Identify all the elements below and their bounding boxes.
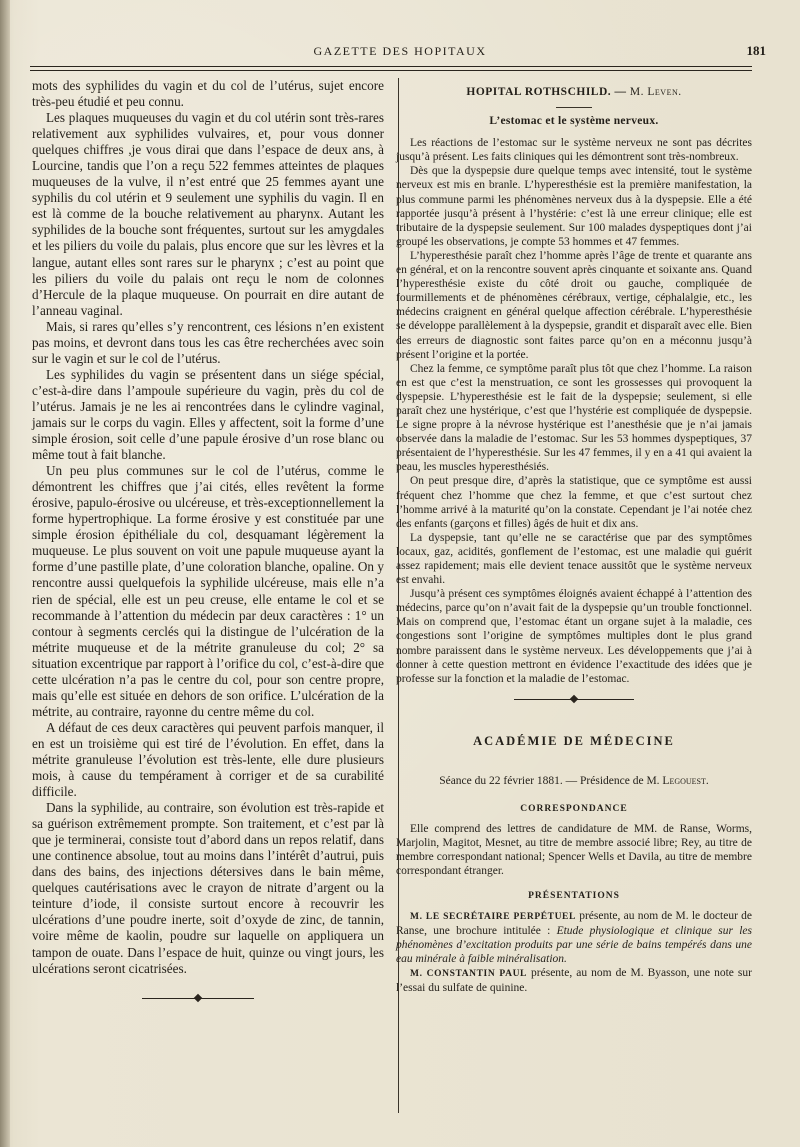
right-paragraph-2: Dès que la dyspepsie dure quelque temps avec intensité, tout le système nerveux est mis en branle. L’hyperesthésie est la première manifestation, la plus commune parmi les phénomènes nerveux dus à la dyspepsie. Elle a été rapportée jusqu’à présent à l’hystérie: c’est là une erreur clinique; elle est tributaire de la dyspepsie seulement. Sur 100 malades dyspeptiques dont j’ai groupé les observations, je compte 53 hommes et 47 femmes. — [396, 165, 752, 248]
right-paragraph-1: Les réactions de l’estomac sur le système nerveux ne sont pas décrites jusqu’à présent. Les faits cliniques qui les démontrent sont très-nombreux. — [396, 137, 752, 164]
ornament-diamond — [570, 695, 578, 703]
presentation-2-speaker: M. CONSTANTIN PAUL — [410, 968, 527, 979]
right-paragraph-3: L’hyperesthésie paraît chez l’homme après l’âge de trente et quarante ans en général, et on la rencontre souvent après cinquante et soixante ans. Quand l’hyperesthésie existe du côté droit ou gauche, compliquée de fourmillements et de phénomènes cérébraux, vertige, céphalalgie, etc., les médecins craignent en général quelque affection cérébrale. L’hyperesthésie se développe parallèlement à la dyspepsie, grandit et disparaît avec elle. Bien des erreurs de diagnostic sont faites parce qu’on en a méconnu jusqu’à présent l’origine et la portée. — [396, 249, 752, 361]
page-edge-shadow — [0, 0, 10, 1147]
left-paragraph-4: Les syphilides du vagin se présentent dans un siége spécial, c’est-à-dire dans l’ampoule supérieure du vagin, près du col de l’utérus. Jamais je ne les ai rencontrées dans le cylindre vaginal, jamais sur le corps du vagin. Elles y affectent, soit la forme d’une simple érosion, soit celle d’une papule érosive d’un rose blanc ou même tout à fait blanche. — [32, 366, 384, 463]
ornament-diamond — [194, 993, 202, 1001]
presentation-2-text: présente, au nom de M. Byasson, une note sur l’essai du sulfate de quinine. — [396, 966, 752, 995]
left-paragraph-5: Un peu plus communes sur le col de l’utérus, comme le démontrent les chiffres que j’ai cités, elles revêtent la forme érosive, papulo-érosive ou ulcéreuse, et très-exceptionnellement la forme hypertrophique. La forme érosive y est constituée par une simple érosion épithéliale du col, desquamant légèrement la muqueuse. Le plus souvent on voit une papule muqueuse ayant la forme d’une pastille plate, d’une coloration blanche, opaline. On y rencontre aussi quelquefois la syphilide ulcéreuse, mais elle n’a rien de spécial, elle est un peu creuse, elle entame le col et se recommande à l’attention du médecin par deux caractères : 1° un contour à segments cerclés qui la distingue de l’ulcération de la métrite muqueuse et de la métrite granuleuse du col; 2° sa situation excentrique par rapport à l’orifice du col, c’est-à-dire que cette ulcération n’a pas le centre du col, pour son centre propre, mais qu’elle est située en dehors de son orifice. L’ulcération de la métrite, au contraire, rayonne du centre même du col. — [32, 463, 384, 719]
left-paragraph-7: Dans la syphilide, au contraire, son évolution est très-rapide et sa guérison extrêmement prompte. Son traitement, et c’est par là que je terminerai, consiste tout d’abord dans un repos relatif, dans une continence absolue, tout au moins dans l’intérêt d’autrui, puis dans des bains, des injections détersives dans le bain même, quelques cautérisations avec le crayon de nitrate d’argent ou la teinture d’iode, il consiste surtout encore à recouvrir les ulcérations d’une poudre inerte, soit d’oxyde de zinc, de tannin, voire même de kaolin, poudre sur laquelle on appliquera un tampon de ouate. Dans l’espace de huit, quinze ou vingt jours, les ulcérations seront cicatrisées. — [32, 800, 384, 976]
left-paragraph-2: Les plaques muqueuses du vagin et du col utérin sont très-rares relativement aux syphilides vulvaires, et, pour vous donner quelques chiffres ,je vous dirai que dans l’espace de deux ans, à Lourcine, tandis que l’on a reçu 522 femmes atteintes de plaques muqueuses de la vulve, il n’est entré que 25 femmes ayant une syphilis du col utérin et 9 seulement une syphilis du vagin. Il en est là comme de la bouche relativement au pharynx. Autant les syphilides de la bouche sont fréquentes, surtout sur les amygdales et les piliers du voile du palais, plus encore que sur les lèvres et la langue, autant elles sont rares sur le pharynx ; c’est au point que les piliers du voile du palais ont reçu le nom de colonnes d’Hercule de la plaque muqueuse. On pourrait en dire autant de l’anneau vaginal. — [32, 110, 384, 318]
hospital-name: HOPITAL ROTHSCHILD. — — [466, 86, 627, 98]
hospital-heading — [396, 85, 752, 99]
right-paragraph-5: On peut presque dire, d’après la statistique, que ce symptôme est aussi fréquent chez l’homme que chez la femme, et que c’est surtout chez l’homme arrivé à la maturité qu’on la constate. Cependant je l’ai notée chez des enfants (garçons et filles) âgés de huit et dix ans. — [396, 475, 752, 530]
running-title: GAZETTE DES HOPITAUX — [313, 44, 487, 58]
article-title: L’estomac et le système nerveux. — [489, 115, 659, 128]
presentation-1-speaker: M. LE SECRÉTAIRE PERPÉTUEL — [410, 911, 576, 922]
academy-title: ACADÉMIE DE MÉDECINE — [473, 733, 675, 748]
doctor-name: M. Leven. — [629, 86, 682, 98]
right-paragraph-7: Jusqu’à présent ces symptômes éloignés avaient échappé à l’attention des médecins, parce qu’on n’avait fait de la dyspepsie qu’un trouble fonctionnel. Mais on comprend que, l’estomac étant un organe sujet à la maladie, ces congestions sont l’origine de symptômes multiples dont le plus grand nombre paraissent dans le système nerveux. Les développements que j’ai à donner à cette question mettront en évidence l’exactitude des idées que je professe sur la fonction et la maladie de l’estomac. — [396, 588, 752, 685]
session-president: M. Legouest. — [646, 774, 709, 787]
correspondence-text: Elle comprend des lettres de candidature de MM. de Ranse, Worms, Marjolin, Magitot, Mesnet, au titre de membre associé libre; Rey, au titre de membre correspondant national; Spencer Wells et Davila, au titre de membre correspondant étranger. — [396, 823, 752, 878]
session-prefix: Séance du 22 février 1881. — Présidence de — [439, 774, 644, 787]
right-paragraph-4: Chez la femme, ce symptôme paraît plus tôt que chez l’homme. La raison en est que c’est la menstruation, ce sont les grossesses qui provoquent la dyspepsie. L’hyperesthésie est le fait de la dyspepsie; seulement, si elle paraît chez une hystérique, c’est que l’hystérie est compliquée de dyspepsie. Le signe propre à la névrose hystérique est l’anesthésie que je n’ai jamais observée dans la maladie de l’estomac. Sur les 53 hommes dyspeptiques, 37 présentaient de l’hyperesthésie. Sur les 47 femmes, il y en a 41 qui avaient la peau, les muscles hyperesthésiés. — [396, 362, 752, 474]
presentation-1 — [396, 909, 752, 966]
page-header — [30, 42, 770, 64]
left-paragraph-1: mots des syphilides du vagin et du col de l’utérus, sujet encore très-peu étudié et peu connu. — [32, 78, 384, 110]
presentation-2 — [396, 966, 752, 995]
right-paragraph-6: La dyspepsie, tant qu’elle ne se caractérise que par des symptômes locaux, gaz, acidités, gonflement de l’estomac, est une maladie qui guérit assez rapidement; mais elle devient tenace aussitôt que le système nerveux est envahi. — [396, 531, 752, 587]
end-of-article-ornament — [142, 995, 254, 1003]
page-number: 181 — [746, 43, 766, 58]
presentation-1-text: présente, au nom de M. le docteur de Ranse, une brochure intitulée : — [396, 909, 752, 937]
session-line — [396, 774, 752, 788]
section-ornament — [514, 696, 634, 704]
short-divider — [556, 107, 592, 108]
right-column — [396, 78, 752, 995]
header-rule — [30, 66, 752, 67]
header-rule-double — [30, 70, 752, 71]
presentation-1-title: Etude physiologique et clinique sur les phénomènes d’excitation produits par une série de bains tempérés dans une eau minérale à faible minéralisation. — [396, 924, 752, 965]
presentations-heading: PRÉSENTATIONS — [528, 890, 620, 901]
left-paragraph-6: A défaut de ces deux caractères qui peuvent parfois manquer, il en est un troisième qui est tiré de l’évolution. En effet, dans la métrite granuleuse l’évolution est très-lente, elle dure plusieurs mois, à cause du tempérament à corriger et de sa curabilité difficile. — [32, 719, 384, 800]
left-column — [32, 78, 384, 1003]
left-paragraph-3: Mais, si rares qu’elles s’y rencontrent, ces lésions n’en existent pas moins, et devront dans tous les cas être recherchées avec soin sur le vagin et sur le col de l’utérus. — [32, 318, 384, 366]
correspondence-heading: CORRESPONDANCE — [520, 804, 628, 815]
